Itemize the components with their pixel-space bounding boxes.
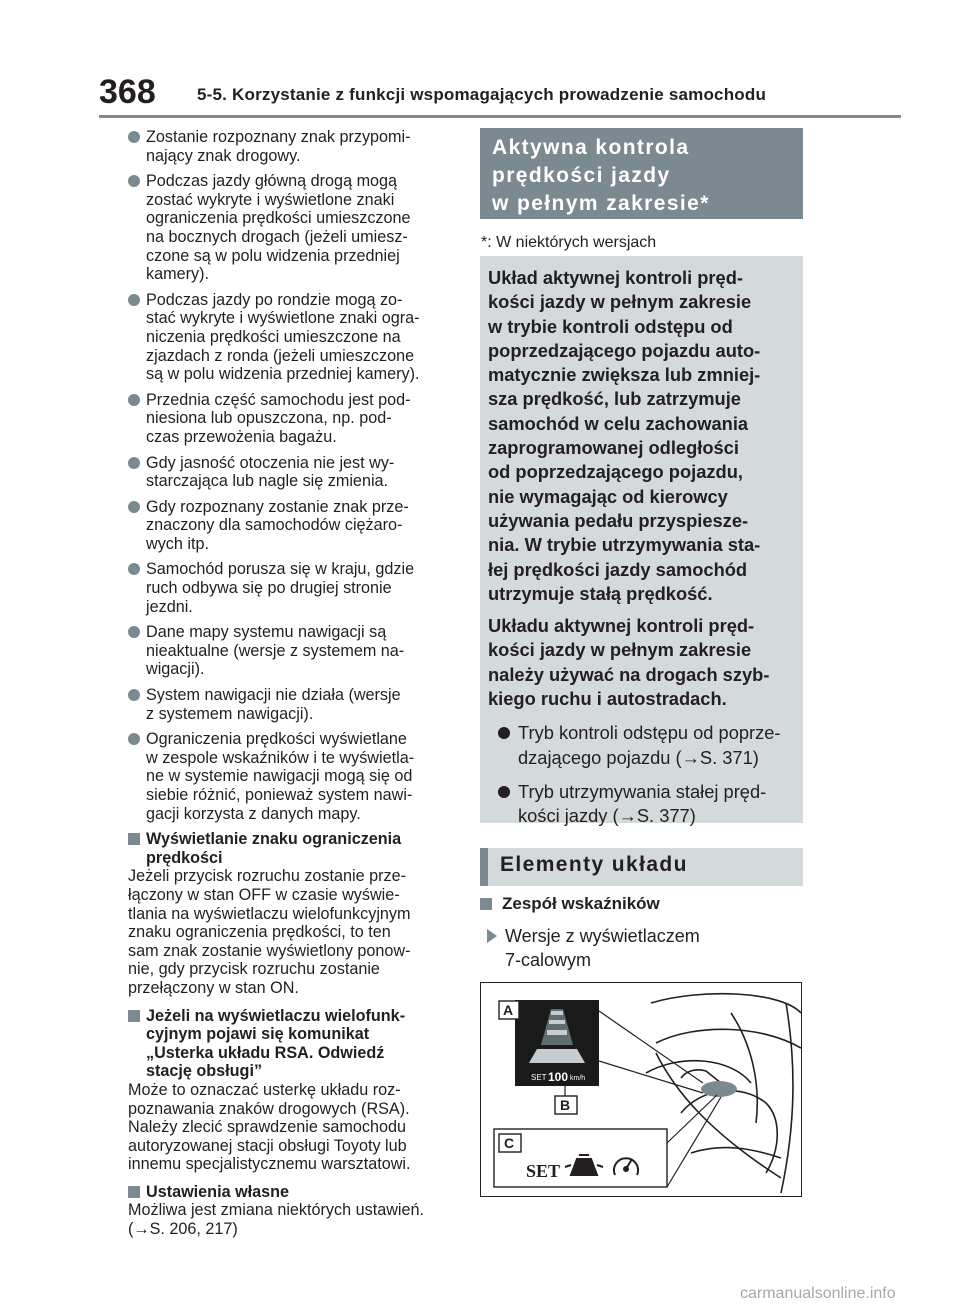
subheading: Zespół wskaźników bbox=[480, 893, 660, 915]
square-bullet-icon bbox=[480, 898, 492, 910]
paragraph: Jeżeli przycisk rozruchu zostanie prze- łączony w stan OFF w czasie wyświe- tlania na wyświetlaczu wielofunkcyjnym znaku ograniczenia prędkości, to ten sam znak zostanie wyświetlony ponow- nie, gdy przycisk rozruchu zostanie przełączony w stan ON. bbox=[128, 867, 411, 997]
bullet-icon bbox=[128, 626, 140, 638]
square-bullet-icon bbox=[128, 1010, 140, 1022]
dashboard-line bbox=[651, 994, 801, 1013]
bullet-icon bbox=[128, 733, 140, 745]
list-item: Gdy jasność otoczenia nie jest wy- starczająca lub nagle się zmienia. bbox=[128, 454, 458, 491]
set-small-label: SET bbox=[531, 1073, 547, 1082]
header-rule bbox=[99, 115, 901, 118]
info-paragraph: Układ aktywnej kontroli pręd- kości jazdy w pełnym zakresie w trybie kontroli odstępu od poprzedzającego pojazdu auto- matycznie zwiększa lub zmniej- sza prędkość, lub zatrzymuje samochód w celu zachowania zaprogramowanej odległości od poprzedzającego pojazdu, nie wymagając od kierowcy używania pedału przyspiesze- nia. W trybie utrzymywania sta- łej prędkości jazdy samochód utrzymuje stałą prędkość. bbox=[488, 267, 761, 604]
list-item: Tryb utrzymywania stałej pręd- kości jazdy (→S. 377) bbox=[488, 780, 793, 829]
bullet-icon bbox=[128, 394, 140, 406]
watermark: carmanualsonline.info bbox=[740, 1285, 896, 1302]
set-indicator: SET bbox=[526, 1161, 561, 1181]
bullet-icon bbox=[128, 131, 140, 143]
section-title: Elementy układu bbox=[480, 848, 803, 886]
meter-highlight bbox=[701, 1081, 737, 1097]
bullet-icon bbox=[498, 727, 510, 739]
square-bullet-icon bbox=[128, 833, 140, 845]
page-header bbox=[0, 0, 960, 118]
left-column bbox=[128, 128, 458, 1248]
callout-a-label: A bbox=[503, 1002, 514, 1018]
list-item: Dane mapy systemu nawigacji są nieaktualne (wersje z systemem na- wigacji). bbox=[128, 623, 458, 679]
footnote: *: W niektórych wersjach bbox=[481, 234, 657, 251]
cockpit-figure bbox=[480, 982, 802, 1197]
bullet-icon bbox=[128, 501, 140, 513]
cockpit-illustration bbox=[481, 983, 801, 1196]
list-item: Samochód porusza się w kraju, gdzie ruch odbywa się po drugiej stronie jezdni. bbox=[128, 560, 458, 616]
square-bullet-icon bbox=[128, 1186, 140, 1198]
bullet-icon bbox=[128, 689, 140, 701]
list-item: Gdy rozpoznany zostanie znak prze- znaczony dla samochodów ciężaro- wych itp. bbox=[128, 498, 458, 554]
callout-c-label: C bbox=[504, 1135, 515, 1151]
list-item: Zostanie rozpoznany znak przypomi- nający znak drogowy. bbox=[128, 128, 458, 165]
list-item: System nawigacji nie działa (wersje z systemem nawigacji). bbox=[128, 686, 458, 723]
section-title: Aktywna kontrola prędkości jazdy w pełnym zakresie* bbox=[480, 128, 803, 219]
set-speed-value: 100 bbox=[548, 1070, 569, 1084]
title-accent-bar bbox=[480, 848, 488, 886]
bullet-icon bbox=[498, 786, 510, 798]
bullet-icon bbox=[128, 294, 140, 306]
speed-unit: km/h bbox=[570, 1075, 586, 1082]
list-item: Podczas jazdy po rondzie mogą zo- stać wykryte i wyświetlone znaki ogra- niczenia prędkości umieszczone na zjazdach z ronda (jeżeli umieszczone są w polu widzenia przedniej kamery). bbox=[128, 291, 458, 384]
subheading: Ustawienia własne bbox=[128, 1183, 458, 1202]
variant-note: Wersje z wyświetlaczem 7-calowym bbox=[480, 924, 700, 972]
info-box bbox=[480, 256, 803, 827]
paragraph: Możliwa jest zmiana niektórych ustawień. (→S. 206, 217) bbox=[128, 1201, 424, 1239]
list-item: Przednia część samochodu jest pod- niesiona lub opuszczona, np. pod- czas przewożenia bagażu. bbox=[128, 391, 458, 447]
subheading: Jeżeli na wyświetlaczu wielofunk- cyjnym pojawi się komunikat „Usterka układu RSA. Odwiedź stację obsługi” bbox=[128, 1007, 458, 1081]
list-item: Ograniczenia prędkości wyświetlane w zespole wskaźników i te wyświetla- ne w systemie nawigacji mogą się od siebie różnić, ponieważ system nawi- gacji korzysta z danych mapy. bbox=[128, 730, 458, 823]
bullet-icon bbox=[128, 563, 140, 575]
vehicle-graphic bbox=[529, 1049, 585, 1063]
subheading: Wyświetlanie znaku ograniczenia prędkości bbox=[128, 830, 458, 867]
paragraph: Może to oznaczać usterkę układu roz- poznawania znaków drogowych (RSA). Należy zlecić sprawdzenie samochodu autoryzowanej stacji obsługi Toyoty lub innemu specjalistycznemu warsztatowi. bbox=[128, 1080, 411, 1174]
page-number: 368 bbox=[99, 73, 156, 111]
info-paragraph: Układu aktywnej kontroli pręd- kości jazdy w pełnym zakresie należy używać na drogach szyb- kiego ruchu i autostradach. bbox=[488, 615, 770, 710]
list-item: Tryb kontroli odstępu od poprze- dzającego pojazdu (→S. 371) bbox=[488, 721, 793, 770]
bullet-icon bbox=[128, 175, 140, 187]
chapter-title: 5-5. Korzystanie z funkcji wspomagających prowadzenie samochodu bbox=[197, 85, 767, 104]
triangle-bullet-icon bbox=[487, 929, 497, 943]
list-item: Podczas jazdy główną drogą mogą zostać wykryte i wyświetlone znaki ograniczenia prędkości umieszczone na bocznych drogach (jeżeli umiesz- czone są w polu widzenia przedniej kamery). bbox=[128, 172, 458, 284]
callout-b-label: B bbox=[560, 1097, 571, 1113]
bullet-icon bbox=[128, 457, 140, 469]
